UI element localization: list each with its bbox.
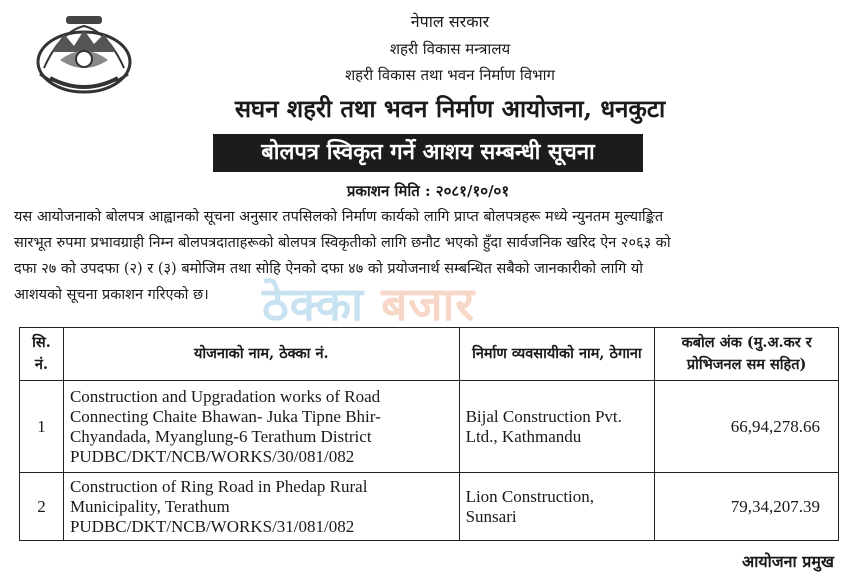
contractor-line: Lion Construction, xyxy=(465,486,595,506)
project-line: Construction and Upgradation works of Road xyxy=(69,386,381,406)
project-line: Chyandada, Myanglung-6 Terathum District xyxy=(69,426,372,446)
table-row xyxy=(20,473,839,541)
award-table xyxy=(19,327,839,541)
table-row xyxy=(20,381,839,473)
project-line: Connecting Chaite Bhawan- Juka Tipne Bhir- xyxy=(69,406,381,426)
header-project-office: सघन शहरी तथा भवन निर्माण आयोजना, धनकुटा xyxy=(234,94,666,123)
table-header-row xyxy=(20,328,839,381)
row-project xyxy=(63,381,459,473)
notice-body-line: यस आयोजनाको बोलपत्र आह्वानको सूचना अनुसार तपसिलको निर्माण कार्यको लागि प्राप्त बोलपत्रहरू मध्ये न्युनतम मुल्याङ्कित xyxy=(14,209,664,225)
project-line: PUDBC/DKT/NCB/WORKS/30/081/082 xyxy=(69,446,355,466)
notice-title: बोलपत्र स्विकृत गर्ने आशय सम्बन्धी सूचना xyxy=(213,134,643,172)
contractor-line: Ltd., Kathmandu xyxy=(465,426,582,446)
row-contractor xyxy=(459,381,655,473)
row-amount: 79,34,207.39 xyxy=(655,473,839,541)
project-line: Municipality, Terathum xyxy=(69,496,230,516)
project-line: Construction of Ring Road in Phedap Rural xyxy=(69,476,368,496)
contractor-line: Bijal Construction Pvt. xyxy=(465,406,622,426)
row-contractor xyxy=(459,473,655,541)
col-header-amount: कबोल अंक (मु.अ.कर र प्रोभिजनल सम सहित) xyxy=(655,328,839,381)
row-project xyxy=(63,473,459,541)
notice-body-line: आशयको सूचना प्रकाशन गरिएको छ। xyxy=(14,287,209,303)
row-amount: 66,94,278.66 xyxy=(655,381,839,473)
col-header-contractor: निर्माण व्यवसायीको नाम, ठेगाना xyxy=(459,328,655,381)
notice-body-line: दफा २७ को उपदफा (२) र (३) बमोजिम तथा सोहि ऐनको दफा ४७ को प्रयोजनार्थ सम्बन्धित सबैको जानकारीको लागि यो xyxy=(14,261,644,277)
header-ministry: शहरी विकास मन्त्रालय xyxy=(389,40,511,58)
col-header-project: योजनाको नाम, ठेक्का नं. xyxy=(63,328,459,381)
header-department: शहरी विकास तथा भवन निर्माण विभाग xyxy=(344,66,556,84)
contractor-line: Sunsari xyxy=(465,506,517,526)
watermark xyxy=(262,272,475,334)
watermark-part2: बजार xyxy=(381,277,476,331)
watermark-part1: ठेक्का xyxy=(262,277,365,331)
col-header-sn: सि. नं. xyxy=(20,328,64,381)
notice-body-line: सारभूत रुपमा प्रभावग्राही निम्न बोलपत्रदाताहरूको बोलपत्र स्विकृतीको लागि छनौट भएको हुँदा सार्वजनिक खरिद ऐन २०६३ को xyxy=(14,235,671,251)
nepal-emblem-icon xyxy=(30,12,138,100)
row-sn: 2 xyxy=(20,473,64,541)
project-line: PUDBC/DKT/NCB/WORKS/31/081/082 xyxy=(69,516,355,536)
row-sn: 1 xyxy=(20,381,64,473)
footer-signature: आयोजना प्रमुख xyxy=(741,552,834,571)
publication-date: प्रकाशन मिति : २०८१/१०/०१ xyxy=(346,182,510,200)
header-government: नेपाल सरकार xyxy=(410,12,490,31)
